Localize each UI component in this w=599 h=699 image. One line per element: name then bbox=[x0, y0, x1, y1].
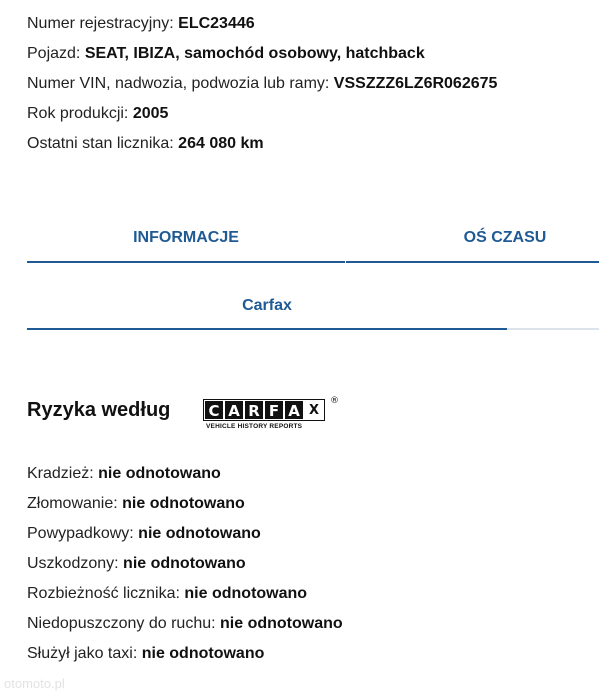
carfax-logo-letter: F bbox=[265, 401, 283, 419]
registration-label: Numer rejestracyjny: bbox=[27, 15, 179, 32]
carfax-logo-subtitle: VEHICLE HISTORY REPORTS bbox=[206, 423, 303, 430]
risk-item-value: nie odnotowano bbox=[220, 615, 343, 632]
vehicle-value: SEAT, IBIZA, samochód osobowy, hatchback bbox=[84, 45, 425, 62]
odometer-row bbox=[27, 134, 264, 154]
tab-os-czasu-underline bbox=[346, 261, 599, 263]
year-label: Rok produkcji: bbox=[27, 105, 133, 122]
year-value: 2005 bbox=[132, 105, 169, 122]
carfax-logo-letter: A bbox=[225, 401, 243, 419]
registered-mark: ® bbox=[330, 396, 339, 406]
vin-row bbox=[27, 74, 497, 94]
risk-item-label: Służył jako taxi: bbox=[27, 645, 142, 662]
vehicle-label: Pojazd: bbox=[27, 45, 85, 62]
vehicle-row bbox=[27, 44, 425, 64]
risk-item bbox=[27, 584, 307, 604]
carfax-logo-letter: A bbox=[285, 401, 303, 419]
risk-item bbox=[27, 614, 343, 634]
odometer-label: Ostatni stan licznika: bbox=[27, 135, 179, 152]
risk-item bbox=[27, 644, 264, 664]
risk-section-title: Ryzyka według bbox=[27, 399, 171, 421]
risk-item-label: Niedopuszczony do ruchu: bbox=[27, 615, 220, 632]
tab-informacje-underline bbox=[27, 261, 345, 263]
risk-item-label: Uszkodzony: bbox=[27, 555, 124, 572]
risk-item-label: Kradzież: bbox=[27, 465, 99, 482]
risk-item bbox=[27, 524, 261, 544]
risk-item-value: nie odnotowano bbox=[123, 555, 246, 572]
registration-row bbox=[27, 14, 255, 34]
risk-item bbox=[27, 494, 245, 514]
risk-item bbox=[27, 464, 221, 484]
carfax-logo-wordmark bbox=[203, 399, 325, 421]
tab-carfax[interactable]: Carfax bbox=[242, 297, 292, 314]
risk-item-value: nie odnotowano bbox=[184, 585, 308, 602]
vin-value: VSSZZZ6LZ6R062675 bbox=[333, 75, 498, 92]
carfax-logo bbox=[203, 396, 339, 434]
vin-label: Numer VIN, nadwozia, podwozia lub ramy: bbox=[27, 75, 334, 92]
risk-item-label: Rozbieżność licznika: bbox=[27, 585, 185, 602]
risk-item-value: nie odnotowano bbox=[122, 495, 245, 512]
tab-carfax-underline bbox=[27, 328, 507, 330]
carfax-logo-letter: X bbox=[305, 401, 323, 419]
risk-item-value: nie odnotowano bbox=[138, 525, 261, 542]
registration-value: ELC23446 bbox=[178, 15, 255, 32]
risk-item-label: Powypadkowy: bbox=[27, 525, 139, 542]
tab-os-czasu[interactable]: OŚ CZASU bbox=[463, 229, 547, 246]
watermark: otomoto.pl bbox=[4, 676, 65, 691]
carfax-logo-letter: R bbox=[245, 401, 263, 419]
tab-track-remainder bbox=[507, 328, 599, 330]
tab-informacje[interactable]: INFORMACJE bbox=[133, 229, 239, 246]
year-row bbox=[27, 104, 168, 124]
risk-item-label: Złomowanie: bbox=[27, 495, 123, 512]
risk-item-value: nie odnotowano bbox=[141, 645, 265, 662]
risk-item bbox=[27, 554, 246, 574]
risk-item-value: nie odnotowano bbox=[98, 465, 221, 482]
odometer-value: 264 080 km bbox=[178, 135, 264, 152]
carfax-logo-letter: C bbox=[205, 401, 223, 419]
